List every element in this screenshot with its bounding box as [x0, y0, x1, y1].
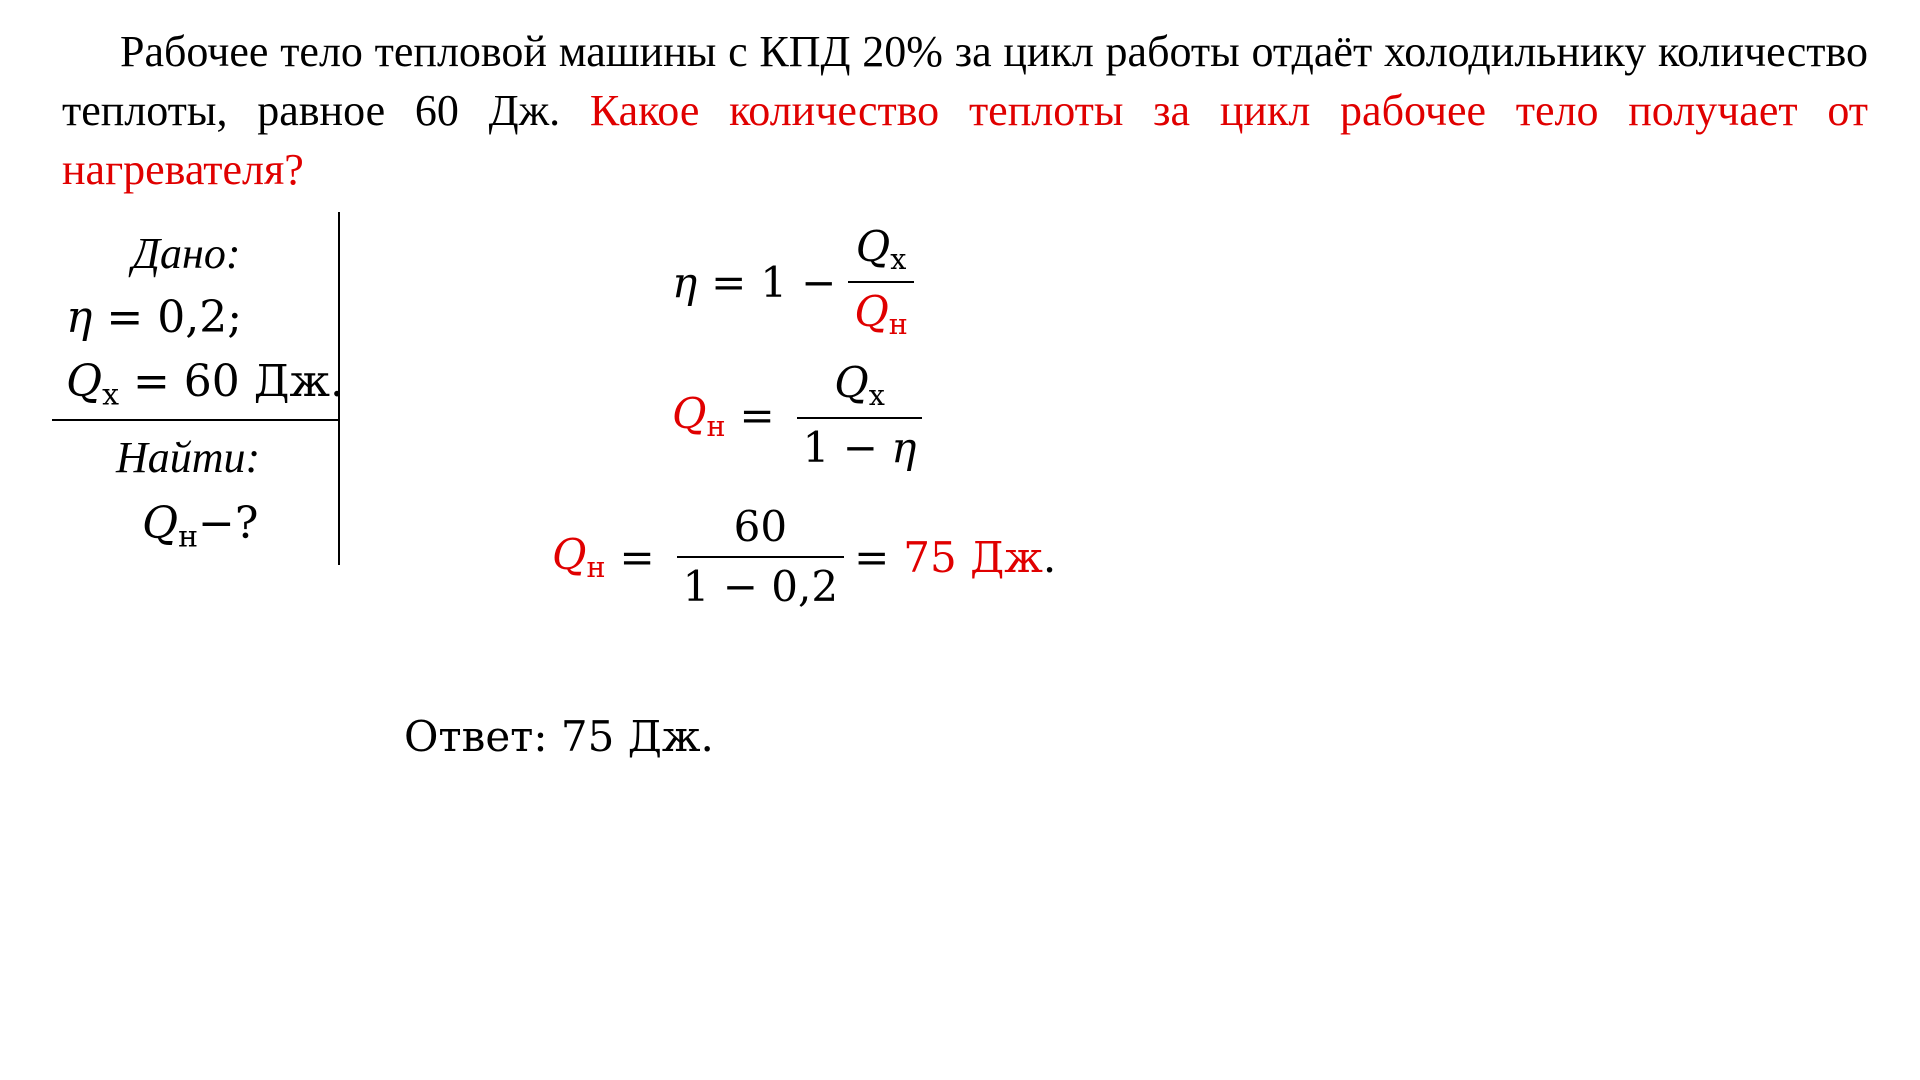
f3-result: 75 Дж	[903, 532, 1043, 582]
given-eta	[66, 292, 242, 343]
qx-subscript: х	[102, 377, 119, 413]
f1-num-symbol: Q	[855, 222, 891, 271]
answer-value: 75 Дж.	[547, 712, 714, 761]
f1-eta: η	[672, 257, 698, 307]
f3-dot: .	[1042, 532, 1057, 582]
f3-equals: =	[619, 532, 655, 582]
qx-value: = 60 Дж.	[118, 356, 345, 407]
given-qx	[66, 356, 344, 412]
f2-denominator	[797, 417, 923, 471]
qn-suffix: −?	[198, 498, 259, 549]
formula-heat-received	[672, 360, 930, 472]
problem-statement	[62, 22, 1868, 199]
f2-lhs	[672, 389, 725, 443]
f1-denominator	[848, 281, 913, 340]
f1-num-sub: х	[890, 241, 907, 276]
problem-text: Рабочее тело тепловой машины с КПД 20% за цикл работы отдаёт холодильнику количество теплоты, равное 60 Дж.	[62, 27, 1868, 135]
f3-lhs-sub: н	[586, 550, 606, 585]
f1-numerator	[850, 224, 913, 281]
f2-den-text: 1 −	[802, 423, 892, 473]
f3-lhs	[552, 530, 605, 584]
f2-num-sub: х	[868, 377, 885, 412]
qn-symbol: Q	[142, 498, 179, 549]
f3-equals-2: =	[854, 532, 890, 582]
f3-lhs-symbol: Q	[552, 530, 587, 580]
formula-calculation	[552, 504, 1056, 610]
f1-den-sub: н	[888, 307, 908, 342]
f2-equals: =	[739, 391, 775, 441]
find-qn	[142, 498, 258, 554]
given-heading: Дано:	[132, 229, 241, 278]
f1-den-symbol: Q	[854, 287, 889, 337]
f3-denominator: 1 − 0,2	[677, 556, 844, 610]
f3-numerator: 60	[733, 502, 788, 551]
f2-num-symbol: Q	[834, 358, 869, 407]
problem-question: Какое количество теплоты за цикл рабочее тело получает от нагревателя?	[62, 86, 1868, 194]
answer-line	[404, 712, 714, 761]
f2-lhs-sub: н	[706, 408, 726, 443]
qx-symbol: Q	[66, 356, 103, 407]
f2-numerator	[828, 360, 891, 417]
f1-equals: =	[711, 257, 747, 307]
find-heading: Найти:	[116, 433, 261, 482]
eta-symbol: η	[66, 292, 93, 343]
f2-lhs-symbol: Q	[672, 388, 707, 438]
given-divider	[52, 419, 340, 421]
f1-one: 1	[760, 257, 788, 307]
qn-subscript: н	[178, 519, 199, 555]
f2-fraction	[797, 360, 923, 472]
f1-minus: −	[801, 257, 837, 307]
f2-den-eta: η	[891, 423, 917, 473]
answer-label: Ответ:	[404, 712, 548, 761]
f3-fraction	[677, 504, 844, 610]
eta-value: = 0,2;	[92, 292, 243, 343]
formula-efficiency	[672, 224, 922, 341]
f1-fraction	[848, 224, 913, 341]
